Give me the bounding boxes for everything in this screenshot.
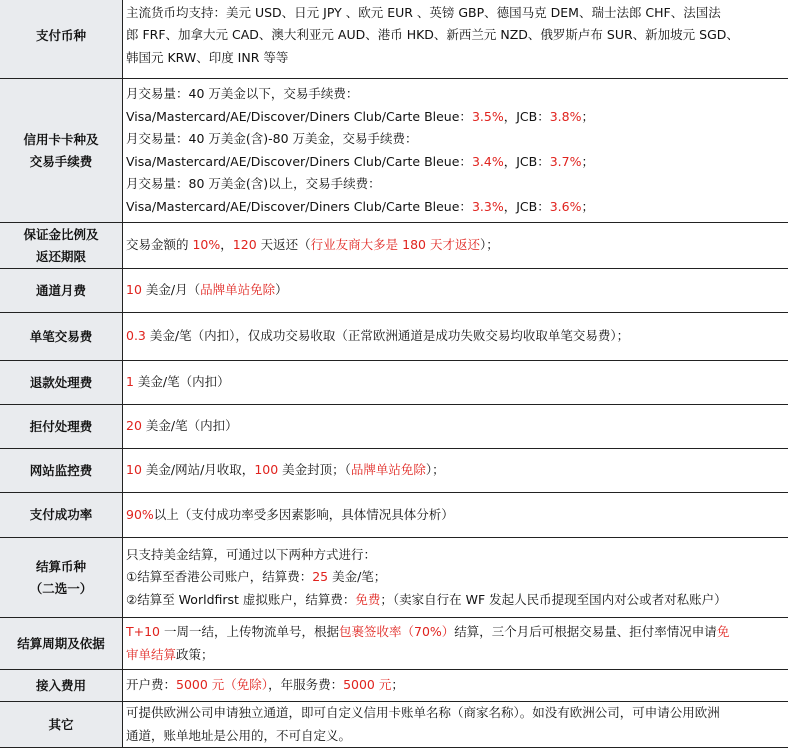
row-label-refund-fee bbox=[0, 361, 123, 405]
highlight-text: 3.5% bbox=[471, 108, 504, 124]
value-text: 美金/笔（内扣） bbox=[141, 418, 238, 434]
row-value-deposit bbox=[123, 223, 788, 269]
value-line bbox=[126, 589, 787, 612]
highlight-text: 0.3 bbox=[126, 328, 146, 344]
value-line bbox=[126, 325, 787, 348]
value-text: 开户费： bbox=[126, 677, 177, 693]
value-line bbox=[126, 173, 787, 196]
row-label-card-fees bbox=[0, 79, 123, 223]
value-text: ； bbox=[581, 153, 594, 169]
highlight-text: 品牌单站免除 bbox=[200, 282, 276, 298]
value-text: 以上（支付成功率受多因素影响，具体情况具体分析） bbox=[153, 506, 454, 522]
row-access-fee bbox=[0, 670, 788, 702]
value-line bbox=[126, 459, 787, 482]
value-text: 韩国元 KRW、印度 INR 等等 bbox=[126, 49, 289, 65]
highlight-text: 3.4% bbox=[471, 153, 504, 169]
value-line bbox=[126, 106, 787, 129]
row-value-monthly-fee bbox=[123, 269, 788, 313]
row-value-refund-fee bbox=[123, 361, 788, 405]
row-value-chargeback-fee bbox=[123, 405, 788, 449]
value-line bbox=[126, 128, 787, 151]
value-line bbox=[126, 234, 787, 257]
row-value-success-rate bbox=[123, 493, 788, 538]
value-line bbox=[126, 566, 787, 589]
value-text: 月交易量：80 万美金(含)以上，交易手续费： bbox=[126, 176, 381, 191]
highlight-text: 3.7% bbox=[549, 153, 582, 169]
label-text: 支付成功率 bbox=[29, 507, 93, 522]
row-label-other bbox=[0, 702, 123, 748]
row-card-fees bbox=[0, 79, 788, 223]
value-line bbox=[126, 24, 787, 47]
label-text: 接入费用 bbox=[35, 677, 86, 693]
row-monthly-fee bbox=[0, 269, 788, 313]
row-label-settle-cycle bbox=[0, 618, 123, 670]
value-line bbox=[126, 151, 787, 174]
row-settle-cycle bbox=[0, 618, 788, 670]
row-label-access-fee bbox=[0, 670, 123, 702]
row-value-other bbox=[123, 702, 788, 748]
highlight-text: 审单结算 bbox=[126, 646, 177, 662]
row-label-monthly-fee bbox=[0, 269, 123, 313]
row-value-settle-currency bbox=[123, 538, 788, 618]
row-value-per-txn-fee bbox=[123, 313, 788, 361]
value-text: ）； bbox=[479, 237, 499, 253]
value-text: 只支持美金结算，可通过以下两种方式进行： bbox=[126, 546, 377, 562]
label-text: 结算周期及依据 bbox=[17, 635, 105, 651]
value-line bbox=[126, 196, 787, 219]
label-text: 拒付处理费 bbox=[29, 418, 93, 434]
highlight-text: 免费 bbox=[355, 591, 381, 607]
row-label-per-txn-fee bbox=[0, 313, 123, 361]
value-text: 主流货币均支持：美元 USD、日元 JPY 、欧元 EUR 、英镑 GBP、德国马克 DEM、瑞士法郎 CHF、法国法 bbox=[126, 4, 721, 20]
highlight-text: 免 bbox=[716, 624, 730, 639]
row-value-currency bbox=[123, 0, 788, 79]
row-label-settle-currency bbox=[0, 538, 123, 618]
label-text: 退款处理费 bbox=[29, 374, 93, 390]
label-text-label2: 返还期限 bbox=[35, 248, 86, 264]
row-refund-fee bbox=[0, 361, 788, 405]
highlight-text: 100 bbox=[254, 462, 279, 478]
row-label-currency bbox=[0, 0, 123, 79]
value-line bbox=[126, 83, 787, 106]
highlight-text: 行业友商大多是 180 天才返还 bbox=[310, 237, 480, 253]
highlight-text: 120 bbox=[232, 237, 257, 253]
value-text: ，JCB： bbox=[503, 153, 550, 169]
highlight-text: 品牌单站免除 bbox=[350, 462, 426, 478]
value-text: 可提供欧洲公司申请独立通道，即可自定义信用卡账单名称（商家名称）。如没有欧洲公司，可申请公用欧洲 bbox=[126, 705, 720, 720]
value-text: Visa/Mastercard/AE/Discover/Diners Club/Carte Bleue： bbox=[126, 153, 472, 169]
value-line bbox=[126, 415, 787, 438]
value-text: 美金/笔（内扣） bbox=[133, 374, 230, 390]
label-text: 通道月费 bbox=[35, 282, 86, 298]
row-success-rate bbox=[0, 493, 788, 538]
value-text: Visa/Mastercard/AE/Discover/Diners Club/Carte Bleue： bbox=[126, 198, 472, 214]
label-text: 单笔交易费 bbox=[29, 328, 93, 344]
highlight-text: 5000 元（免除） bbox=[176, 677, 269, 693]
value-line bbox=[126, 621, 787, 644]
highlight-text: 25 bbox=[312, 569, 329, 585]
value-text: ） bbox=[275, 282, 288, 298]
row-label-chargeback-fee bbox=[0, 405, 123, 449]
value-text: 郎 FRF、加拿大元 CAD、澳大利亚元 AUD、港币 HKD、新西兰元 NZD、俄罗斯卢布 SUR、新加坡元 SGD、 bbox=[126, 27, 739, 43]
label-text-label2: （二选一） bbox=[29, 580, 93, 596]
value-text: ，年服务费： bbox=[268, 677, 344, 693]
row-value-card-fees bbox=[123, 79, 788, 223]
highlight-text: 包裹签收率（70%） bbox=[339, 624, 455, 639]
value-text: 美金/月（ bbox=[141, 282, 201, 298]
row-currency bbox=[0, 0, 788, 79]
value-text: ； bbox=[391, 677, 404, 693]
value-line bbox=[126, 725, 787, 748]
value-text: ； bbox=[581, 198, 594, 214]
highlight-text: 90% bbox=[126, 506, 154, 522]
value-line bbox=[126, 674, 787, 697]
value-text: ， bbox=[220, 237, 233, 253]
value-line bbox=[126, 371, 787, 394]
label-text-label1: 结算币种 bbox=[35, 558, 86, 574]
value-text: 政策； bbox=[176, 646, 214, 662]
value-line bbox=[126, 644, 787, 667]
row-value-settle-cycle bbox=[123, 618, 788, 670]
value-text: 天返还（ bbox=[256, 237, 311, 253]
value-text: 美金/笔（内扣），仅成功交易收取（正常欧洲通道是成功失败交易均收取单笔交易费）； bbox=[145, 328, 630, 344]
value-text: 美金封顶；（ bbox=[278, 462, 351, 478]
value-text: 交易金额的 bbox=[126, 237, 193, 253]
row-settle-currency bbox=[0, 538, 788, 618]
highlight-text: 5000 元 bbox=[343, 677, 392, 693]
value-text: 月交易量：40 万美金以下，交易手续费： bbox=[126, 86, 359, 101]
label-text-label1: 信用卡卡种及 bbox=[23, 131, 99, 147]
value-text: 美金/网站/月收取， bbox=[141, 462, 255, 478]
row-monitoring-fee bbox=[0, 449, 788, 493]
row-chargeback-fee bbox=[0, 405, 788, 449]
highlight-text: 3.6% bbox=[549, 198, 582, 214]
value-text: ）； bbox=[425, 462, 445, 478]
value-text: ，JCB： bbox=[503, 198, 550, 214]
highlight-text: 10 bbox=[126, 282, 142, 298]
highlight-text: 20 bbox=[126, 418, 142, 434]
value-text: Visa/Mastercard/AE/Discover/Diners Club/Carte Bleue： bbox=[126, 108, 472, 124]
row-label-deposit bbox=[0, 223, 123, 269]
highlight-text: 3.8% bbox=[549, 108, 582, 124]
label-text: 支付币种 bbox=[35, 27, 86, 43]
highlight-text: T+10 bbox=[126, 624, 161, 639]
label-text: 其它 bbox=[48, 716, 74, 732]
value-line bbox=[126, 544, 787, 567]
value-text: ，JCB： bbox=[503, 108, 550, 124]
value-text: 一周一结，上传物流单号，根据 bbox=[160, 624, 339, 639]
row-value-access-fee bbox=[123, 670, 788, 702]
value-text: ； bbox=[581, 108, 594, 124]
value-text: 结算，三个月后可根据交易量、拒付率情况申请 bbox=[454, 624, 717, 639]
value-line bbox=[126, 702, 787, 725]
row-value-monitoring-fee bbox=[123, 449, 788, 493]
row-per-txn-fee bbox=[0, 313, 788, 361]
highlight-text: 10 bbox=[126, 462, 142, 478]
row-other bbox=[0, 702, 788, 748]
value-text: 美金/笔； bbox=[328, 569, 387, 585]
highlight-text: 1 bbox=[126, 374, 134, 390]
row-label-monitoring-fee bbox=[0, 449, 123, 493]
label-text-label1: 保证金比例及 bbox=[23, 226, 99, 242]
value-line bbox=[126, 2, 787, 25]
highlight-text: 3.3% bbox=[471, 198, 504, 214]
value-line bbox=[126, 279, 787, 302]
row-deposit bbox=[0, 223, 788, 269]
label-text-label2: 交易手续费 bbox=[29, 153, 93, 169]
value-text: 月交易量：40 万美金(含)-80 万美金，交易手续费： bbox=[126, 131, 418, 146]
row-label-success-rate bbox=[0, 493, 123, 538]
value-text: ②结算至 Worldfirst 虚拟账户，结算费： bbox=[126, 591, 356, 607]
value-text: 通道，账单地址是公用的，不可自定义。 bbox=[126, 727, 352, 743]
value-text: ；（卖家自行在 WF 发起人民币提现至国内对公或者对私账户） bbox=[380, 591, 727, 607]
highlight-text: 10% bbox=[192, 237, 221, 253]
label-text: 网站监控费 bbox=[29, 462, 93, 478]
value-line bbox=[126, 504, 787, 527]
value-text: ①结算至香港公司账户，结算费： bbox=[126, 569, 313, 585]
value-line bbox=[126, 47, 787, 70]
